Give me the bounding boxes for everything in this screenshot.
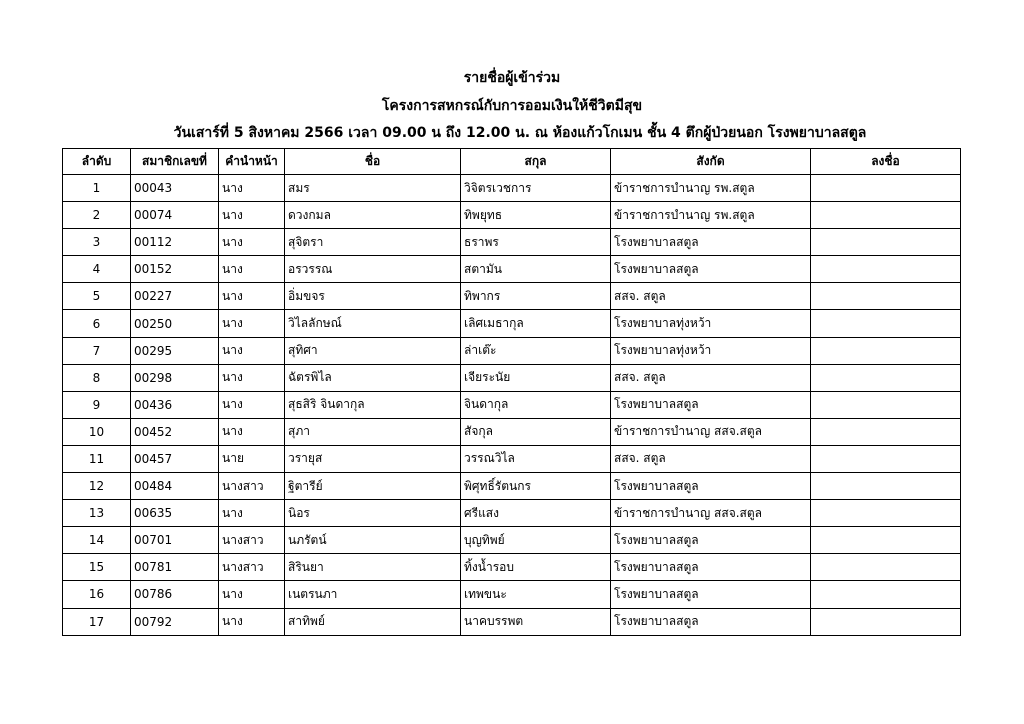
cell-affiliation: โรงพยาบาลทุ่งหว้า [611, 337, 811, 364]
cell-affiliation: โรงพยาบาลสตูล [611, 581, 811, 608]
col-header-affiliation: สังกัด [611, 149, 811, 175]
cell-signature [811, 608, 961, 635]
event-details: วันเสาร์ที่ 5 สิงหาคม 2566 เวลา 09.00 น ถึง 12.00 น. ณ ห้องแก้วโกเมน ชั้น 4 ตึกผู้ป่วยนอก โรงพยาบาลสตูล [173, 125, 867, 141]
cell-no: 6 [63, 310, 131, 337]
cell-affiliation: ข้าราชการบำนาญ รพ.สตูล [611, 202, 811, 229]
table-row [63, 283, 961, 310]
cell-member-id: 00112 [131, 229, 219, 256]
cell-first-name: นภรัตน์ [285, 527, 461, 554]
cell-affiliation: โรงพยาบาลสตูล [611, 608, 811, 635]
cell-member-id: 00635 [131, 500, 219, 527]
cell-signature [811, 256, 961, 283]
table-row [63, 337, 961, 364]
cell-no: 13 [63, 500, 131, 527]
table-row [63, 581, 961, 608]
table-row [63, 364, 961, 391]
cell-no: 1 [63, 175, 131, 202]
cell-no: 2 [63, 202, 131, 229]
table-row [63, 229, 961, 256]
cell-signature [811, 283, 961, 310]
cell-first-name: สุธสิริ จินดากุล [285, 391, 461, 418]
table-row [63, 473, 961, 500]
cell-prefix: นาง [219, 418, 285, 445]
cell-prefix: นาง [219, 391, 285, 418]
table-row [63, 500, 961, 527]
cell-no: 9 [63, 391, 131, 418]
cell-affiliation: โรงพยาบาลสตูล [611, 473, 811, 500]
cell-signature [811, 581, 961, 608]
cell-no: 8 [63, 364, 131, 391]
cell-first-name: สุทิศา [285, 337, 461, 364]
cell-no: 4 [63, 256, 131, 283]
cell-last-name: จินดากุล [461, 391, 611, 418]
cell-prefix: นางสาว [219, 473, 285, 500]
cell-first-name: สมร [285, 175, 461, 202]
cell-prefix: นาย [219, 445, 285, 472]
cell-prefix: นางสาว [219, 527, 285, 554]
cell-last-name: ทิ้งน้ำรอบ [461, 554, 611, 581]
cell-first-name: ฐิตารีย์ [285, 473, 461, 500]
cell-signature [811, 337, 961, 364]
cell-affiliation: สสจ. สตูล [611, 364, 811, 391]
cell-no: 10 [63, 418, 131, 445]
cell-last-name: ล่าเต๊ะ [461, 337, 611, 364]
cell-last-name: สตามัน [461, 256, 611, 283]
cell-prefix: นาง [219, 337, 285, 364]
cell-prefix: นาง [219, 500, 285, 527]
cell-last-name: บุญทิพย์ [461, 527, 611, 554]
cell-last-name: ธราพร [461, 229, 611, 256]
cell-member-id: 00781 [131, 554, 219, 581]
participant-table [62, 148, 961, 636]
cell-last-name: เทพขนะ [461, 581, 611, 608]
cell-prefix: นาง [219, 256, 285, 283]
cell-last-name: ศรีแสง [461, 500, 611, 527]
cell-first-name: เนตรนภา [285, 581, 461, 608]
cell-member-id: 00452 [131, 418, 219, 445]
cell-prefix: นาง [219, 608, 285, 635]
cell-last-name: เลิศเมธากุล [461, 310, 611, 337]
cell-affiliation: โรงพยาบาลสตูล [611, 527, 811, 554]
cell-no: 12 [63, 473, 131, 500]
cell-no: 15 [63, 554, 131, 581]
cell-prefix: นาง [219, 581, 285, 608]
cell-affiliation: โรงพยาบาลสตูล [611, 391, 811, 418]
cell-affiliation: ข้าราชการบำนาญ สสจ.สตูล [611, 418, 811, 445]
table-row [63, 202, 961, 229]
cell-first-name: นิอร [285, 500, 461, 527]
table-row [63, 608, 961, 635]
cell-member-id: 00792 [131, 608, 219, 635]
cell-member-id: 00701 [131, 527, 219, 554]
cell-prefix: นาง [219, 310, 285, 337]
cell-affiliation: โรงพยาบาลสตูล [611, 256, 811, 283]
cell-first-name: วรายุส [285, 445, 461, 472]
cell-affiliation: ข้าราชการบำนาญ รพ.สตูล [611, 175, 811, 202]
cell-affiliation: โรงพยาบาลสตูล [611, 229, 811, 256]
cell-member-id: 00152 [131, 256, 219, 283]
cell-affiliation: สสจ. สตูล [611, 445, 811, 472]
cell-signature [811, 554, 961, 581]
project-name: โครงการสหกรณ์กับการออมเงินให้ชีวิตมีสุข [381, 98, 643, 114]
cell-last-name: วิจิตรเวชการ [461, 175, 611, 202]
col-header-member-id: สมาชิกเลขที่ [131, 149, 219, 175]
col-header-signature: ลงชื่อ [811, 149, 961, 175]
cell-first-name: สุจิตรา [285, 229, 461, 256]
cell-no: 11 [63, 445, 131, 472]
cell-last-name: ทิพากร [461, 283, 611, 310]
table-row [63, 554, 961, 581]
cell-prefix: นาง [219, 364, 285, 391]
cell-affiliation: ข้าราชการบำนาญ สสจ.สตูล [611, 500, 811, 527]
col-header-first-name: ชื่อ [285, 149, 461, 175]
col-header-no: ลำดับ [63, 149, 131, 175]
cell-last-name: พิศุทธิ์รัตนกร [461, 473, 611, 500]
cell-no: 14 [63, 527, 131, 554]
table-row [63, 445, 961, 472]
cell-member-id: 00250 [131, 310, 219, 337]
cell-member-id: 00298 [131, 364, 219, 391]
cell-member-id: 00457 [131, 445, 219, 472]
cell-last-name: นาคบรรพต [461, 608, 611, 635]
col-header-last-name: สกุล [461, 149, 611, 175]
table-header-row [63, 149, 961, 175]
table-row [63, 256, 961, 283]
cell-signature [811, 310, 961, 337]
cell-signature [811, 202, 961, 229]
table-row [63, 175, 961, 202]
cell-signature [811, 445, 961, 472]
cell-prefix: นางสาว [219, 554, 285, 581]
cell-last-name: วรรณวิไล [461, 445, 611, 472]
cell-signature [811, 175, 961, 202]
cell-member-id: 00227 [131, 283, 219, 310]
cell-no: 7 [63, 337, 131, 364]
col-header-prefix: คำนำหน้า [219, 149, 285, 175]
table-row [63, 391, 961, 418]
cell-first-name: วิไลลักษณ์ [285, 310, 461, 337]
cell-member-id: 00484 [131, 473, 219, 500]
cell-first-name: สาทิพย์ [285, 608, 461, 635]
cell-no: 17 [63, 608, 131, 635]
cell-first-name: สิรินยา [285, 554, 461, 581]
cell-prefix: นาง [219, 175, 285, 202]
cell-signature [811, 500, 961, 527]
cell-affiliation: โรงพยาบาลทุ่งหว้า [611, 310, 811, 337]
cell-signature [811, 418, 961, 445]
cell-signature [811, 473, 961, 500]
cell-signature [811, 527, 961, 554]
cell-last-name: สัจกุล [461, 418, 611, 445]
cell-member-id: 00043 [131, 175, 219, 202]
cell-first-name: ฉัตรพิไล [285, 364, 461, 391]
table-row [63, 527, 961, 554]
cell-last-name: เจียระนัย [461, 364, 611, 391]
cell-last-name: ทิพยุทธ [461, 202, 611, 229]
cell-member-id: 00295 [131, 337, 219, 364]
cell-first-name: อิ่มขจร [285, 283, 461, 310]
cell-no: 16 [63, 581, 131, 608]
cell-signature [811, 391, 961, 418]
cell-prefix: นาง [219, 283, 285, 310]
table-row [63, 418, 961, 445]
cell-affiliation: โรงพยาบาลสตูล [611, 554, 811, 581]
cell-first-name: สุภา [285, 418, 461, 445]
cell-first-name: อรวรรณ [285, 256, 461, 283]
cell-no: 5 [63, 283, 131, 310]
cell-member-id: 00786 [131, 581, 219, 608]
cell-signature [811, 364, 961, 391]
cell-member-id: 00074 [131, 202, 219, 229]
cell-signature [811, 229, 961, 256]
cell-prefix: นาง [219, 229, 285, 256]
cell-no: 3 [63, 229, 131, 256]
document-title: รายชื่อผู้เข้าร่วม [463, 70, 561, 86]
cell-first-name: ดวงกมล [285, 202, 461, 229]
cell-member-id: 00436 [131, 391, 219, 418]
cell-affiliation: สสจ. สตูล [611, 283, 811, 310]
cell-prefix: นาง [219, 202, 285, 229]
table-row [63, 310, 961, 337]
